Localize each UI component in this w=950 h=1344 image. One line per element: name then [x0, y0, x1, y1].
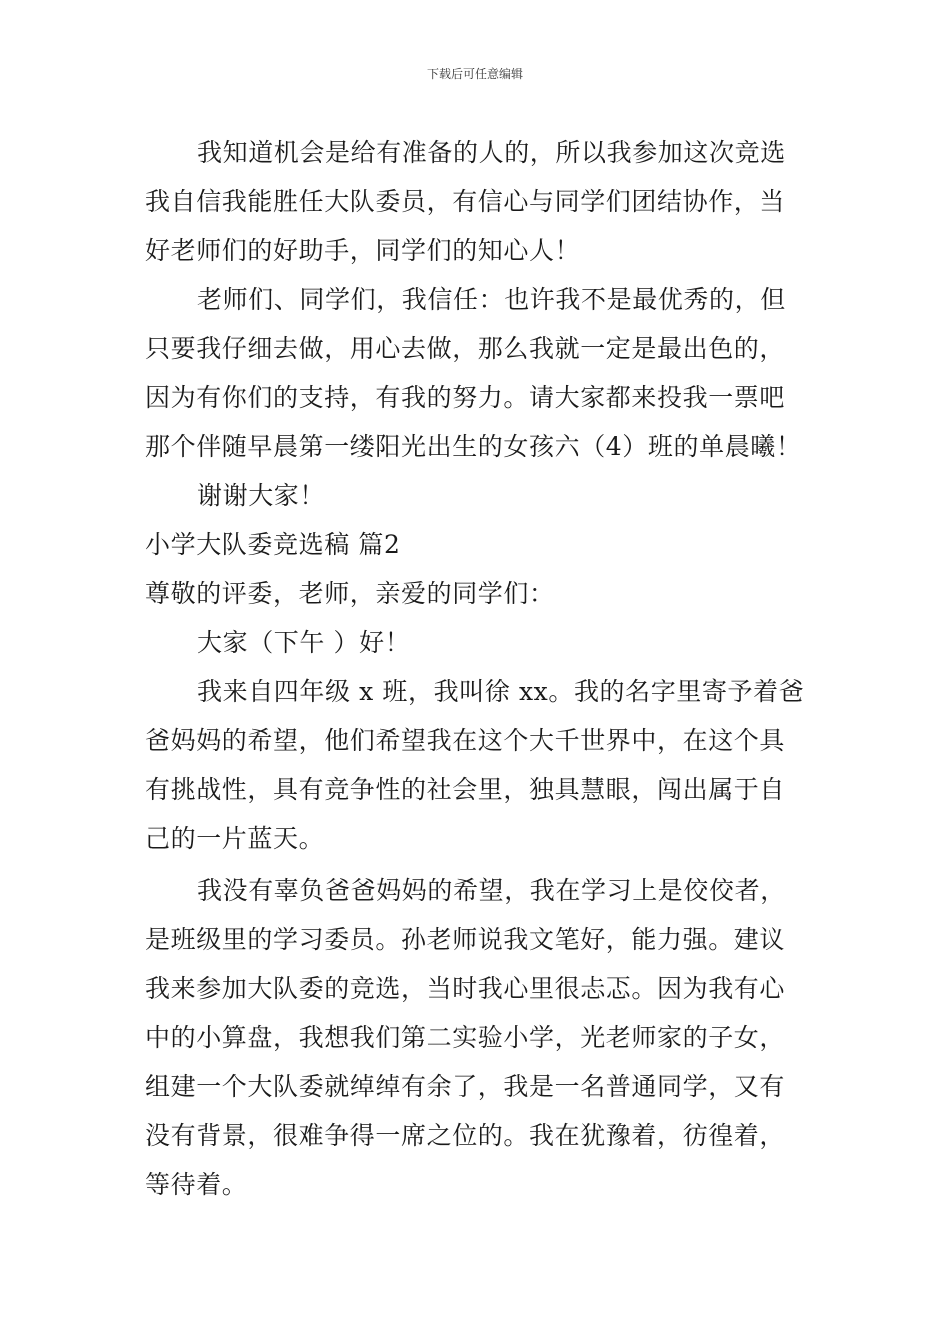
paragraph-line: 己的一片蓝天。	[145, 824, 325, 853]
paragraph-line: 没有背景，很难争得一席之位的。我在犹豫着，彷徨着，	[145, 1121, 786, 1150]
paragraph-line: 我自信我能胜任大队委员，有信心与同学们团结协作，当	[145, 187, 786, 216]
paragraph-line: 我没有辜负爸爸妈妈的希望，我在学习上是佼佼者，	[197, 876, 786, 905]
paragraph-line: 我来自四年级 x 班，我叫徐 xx。我的名字里寄予着爸	[197, 677, 805, 706]
document-body	[145, 128, 815, 1209]
paragraph-line: 爸妈妈的希望，他们希望我在这个大千世界中，在这个具	[145, 726, 786, 755]
paragraph-line: 老师们、同学们，我信任：也许我不是最优秀的，但	[197, 285, 786, 314]
paragraph-line: 等待着。	[145, 1170, 248, 1199]
paragraph-line: 我来参加大队委的竞选，当时我心里很忐忑。因为我有心	[145, 974, 786, 1003]
paragraph-line: 组建一个大队委就绰绰有余了，我是一名普通同学，又有	[145, 1072, 786, 1101]
paragraph-line: 好老师们的好助手，同学们的知心人！	[145, 236, 581, 265]
paragraph-line: 因为有你们的支持，有我的努力。请大家都来投我一票吧	[145, 383, 786, 412]
page-header: 下载后可任意编辑	[426, 67, 523, 81]
greeting: 大家（下午 ）好！	[197, 628, 411, 657]
paragraph-line: 中的小算盘，我想我们第二实验小学，光老师家的子女，	[145, 1023, 786, 1052]
paragraph-line: 有挑战性，具有竞争性的社会里，独具慧眼，闯出属于自	[145, 775, 786, 804]
paragraph-line: 谢谢大家！	[197, 481, 326, 510]
paragraph-line: 我知道机会是给有准备的人的，所以我参加这次竞选	[197, 138, 786, 167]
paragraph-line: 是班级里的学习委员。孙老师说我文笔好，能力强。建议	[145, 925, 786, 954]
section-title: 小学大队委竞选稿 篇2	[145, 530, 401, 559]
paragraph-line: 那个伴随早晨第一缕阳光出生的女孩六（4）班的单晨曦！	[145, 432, 802, 461]
salutation: 尊敬的评委，老师，亲爱的同学们：	[145, 579, 555, 608]
paragraph-line: 只要我仔细去做，用心去做，那么我就一定是最出色的，	[145, 334, 786, 363]
